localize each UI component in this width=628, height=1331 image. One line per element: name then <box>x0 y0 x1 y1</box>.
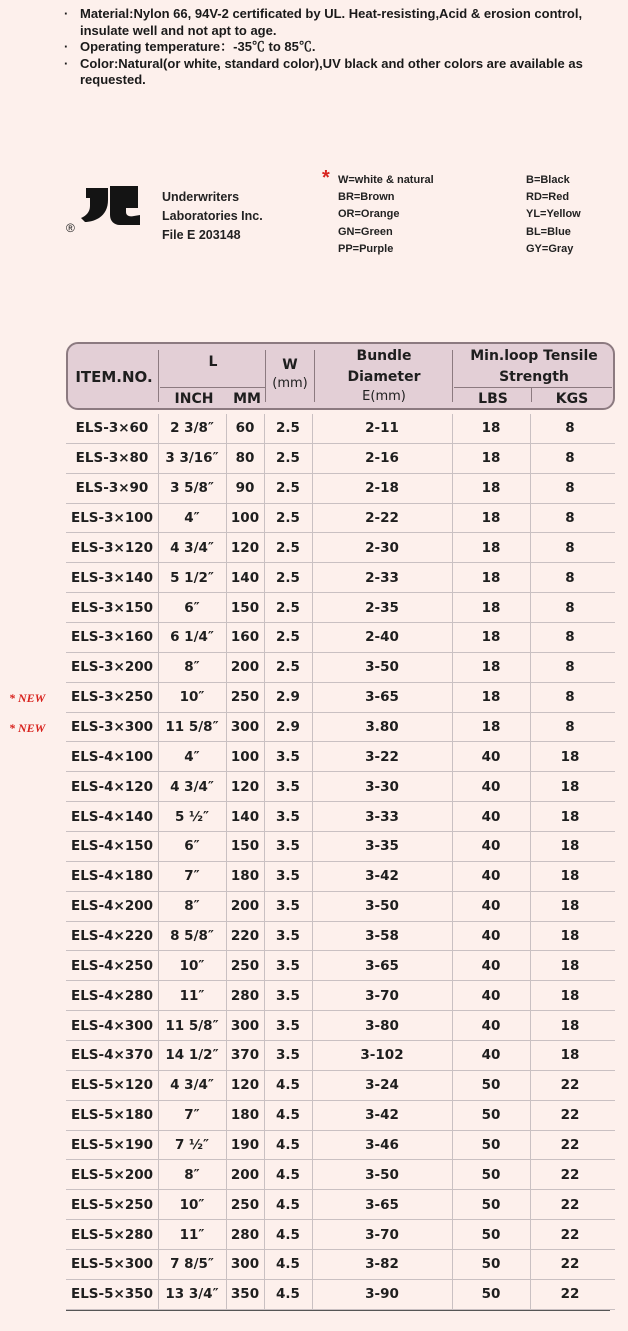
cell-lbs: 40 <box>481 928 501 945</box>
cell-bundle-diameter: 3-90 <box>365 1286 399 1303</box>
cell-mm: 190 <box>230 1137 260 1154</box>
cell-item-no: ELS-3×150 <box>70 599 154 616</box>
cell-mm: 120 <box>230 1077 260 1094</box>
bullet: · <box>64 55 69 71</box>
table-bottom-rule <box>66 1310 610 1311</box>
cell-item-no: ELS-3×90 <box>75 480 149 497</box>
cell-kgs: 22 <box>560 1226 580 1243</box>
new-badge: * NEW <box>9 720 46 735</box>
cell-inch: 6 1/4″ <box>170 629 214 646</box>
table-header <box>66 342 615 410</box>
table-row <box>66 742 615 772</box>
header-e-mm: E(mm) <box>362 389 406 404</box>
cell-kgs: 8 <box>565 480 575 497</box>
cell-inch: 4″ <box>184 748 200 765</box>
table-row <box>66 593 615 623</box>
cell-item-no: ELS-4×140 <box>70 808 154 825</box>
cell-item-no: ELS-5×120 <box>70 1077 154 1094</box>
cell-bundle-diameter: 3.80 <box>365 719 399 736</box>
table-row <box>66 1071 615 1101</box>
cell-inch: 10″ <box>179 1196 205 1213</box>
cell-lbs: 50 <box>481 1107 501 1124</box>
cell-item-no: ELS-4×280 <box>70 987 154 1004</box>
cell-inch: 7 8/5″ <box>170 1256 214 1273</box>
cell-kgs: 18 <box>560 1017 580 1034</box>
cell-lbs: 18 <box>481 539 501 556</box>
cell-kgs: 18 <box>560 928 580 945</box>
cell-mm: 180 <box>230 868 260 885</box>
cell-mm: 100 <box>230 510 260 526</box>
legend-entry: BR=Brown <box>338 191 395 204</box>
table-row <box>66 533 615 563</box>
cell-item-no: ELS-5×350 <box>70 1286 154 1303</box>
legend-entry: PP=Purple <box>338 242 394 255</box>
table-row <box>66 623 615 653</box>
cell-lbs: 40 <box>481 987 501 1004</box>
header-item: ITEM.NO. <box>75 368 153 386</box>
table-row <box>66 474 615 504</box>
legend-entry: GY=Gray <box>526 242 574 255</box>
cell-mm: 300 <box>230 719 260 736</box>
cell-kgs: 22 <box>560 1256 580 1273</box>
legend-entry: B=Black <box>526 174 570 186</box>
cell-inch: 3 3/16″ <box>165 450 219 467</box>
cell-width: 2.5 <box>276 510 300 526</box>
cell-kgs: 18 <box>560 1047 580 1064</box>
cell-kgs: 22 <box>560 1286 580 1303</box>
cell-inch: 14 1/2″ <box>165 1047 219 1064</box>
cell-inch: 10″ <box>179 689 205 706</box>
cell-item-no: ELS-5×280 <box>70 1226 154 1243</box>
table-row <box>66 892 615 922</box>
cell-bundle-diameter: 3-65 <box>365 689 399 706</box>
cell-mm: 220 <box>230 928 260 945</box>
header-kgs: KGS <box>555 391 589 407</box>
cell-inch: 4 3/4″ <box>170 539 214 556</box>
cell-lbs: 18 <box>481 510 501 526</box>
cell-bundle-diameter: 2-33 <box>365 569 399 586</box>
cell-width: 2.5 <box>276 629 300 646</box>
cell-width: 4.5 <box>276 1166 300 1183</box>
cell-mm: 90 <box>235 480 255 497</box>
spec-temperature: · Operating temperature：-35℃ to 85℃. <box>64 39 316 54</box>
header-lbs: LBS <box>478 391 508 407</box>
ul-text <box>162 188 302 245</box>
cell-bundle-diameter: 3-50 <box>365 659 399 676</box>
cell-item-no: ELS-4×220 <box>70 928 154 945</box>
table-row <box>66 832 615 862</box>
cell-width: 4.5 <box>276 1226 300 1243</box>
cell-item-no: ELS-5×300 <box>70 1256 154 1273</box>
cell-lbs: 40 <box>481 868 501 885</box>
cell-kgs: 18 <box>560 987 580 1004</box>
cell-kgs: 18 <box>560 957 580 974</box>
cell-item-no: ELS-4×200 <box>70 898 154 915</box>
cell-kgs: 8 <box>565 510 575 526</box>
cell-item-no: ELS-5×200 <box>70 1166 154 1183</box>
cell-mm: 370 <box>230 1047 260 1064</box>
cell-inch: 5 1/2″ <box>170 569 214 586</box>
new-badge: * NEW <box>9 690 46 705</box>
cell-mm: 160 <box>230 629 260 646</box>
spec-color: · Color:Natural(or white, standard color),UV black and other colors are available as requested. <box>64 55 583 87</box>
cell-width: 2.5 <box>276 569 300 586</box>
cell-inch: 7″ <box>184 868 200 885</box>
cell-lbs: 40 <box>481 898 501 915</box>
table-row <box>66 504 615 534</box>
cell-lbs: 50 <box>481 1226 501 1243</box>
cell-bundle-diameter: 2-16 <box>365 450 399 467</box>
header-w: W <box>282 357 298 373</box>
cell-width: 2.5 <box>276 659 300 676</box>
cell-lbs: 18 <box>481 569 501 586</box>
spec-table <box>66 342 615 1310</box>
cell-width: 3.5 <box>276 838 300 855</box>
ul-line-2: Laboratories Inc. <box>162 209 263 223</box>
cell-width: 3.5 <box>276 778 300 795</box>
cell-lbs: 50 <box>481 1286 501 1303</box>
cell-bundle-diameter: 3-42 <box>365 868 399 885</box>
cell-mm: 250 <box>230 689 260 706</box>
cell-mm: 150 <box>230 599 260 616</box>
cell-lbs: 50 <box>481 1077 501 1094</box>
table-row <box>66 772 615 802</box>
table-row <box>66 1190 615 1220</box>
table-row <box>66 981 615 1011</box>
cell-inch: 4″ <box>184 510 200 526</box>
cell-inch: 6″ <box>184 838 200 855</box>
header-tensile: Min.loop Tensile <box>470 348 598 364</box>
cell-kgs: 8 <box>565 599 575 616</box>
cell-bundle-diameter: 3-65 <box>365 957 399 974</box>
cell-inch: 11 5/8″ <box>165 719 219 736</box>
cell-kgs: 18 <box>560 778 580 795</box>
table-row <box>66 653 615 683</box>
legend-column-2 <box>510 172 581 258</box>
cell-bundle-diameter: 3-42 <box>365 1107 399 1124</box>
cell-lbs: 18 <box>481 659 501 676</box>
cell-bundle-diameter: 2-35 <box>365 599 399 616</box>
legend-entry: GN=Green <box>338 225 393 238</box>
ul-logo-icon <box>66 176 156 238</box>
cell-lbs: 40 <box>481 748 501 765</box>
cell-item-no: ELS-3×300 <box>70 719 154 736</box>
cell-mm: 180 <box>230 1107 260 1124</box>
table-row <box>66 951 615 981</box>
cell-bundle-diameter: 3-58 <box>365 928 399 945</box>
cell-inch: 5 ½″ <box>174 808 210 825</box>
cell-width: 4.5 <box>276 1077 300 1094</box>
cell-bundle-diameter: 3-50 <box>365 898 399 915</box>
cell-width: 3.5 <box>276 808 300 825</box>
cell-lbs: 50 <box>481 1166 501 1183</box>
cell-kgs: 22 <box>560 1077 580 1094</box>
cell-bundle-diameter: 3-70 <box>365 987 399 1004</box>
cell-item-no: ELS-3×200 <box>70 659 154 676</box>
cell-width: 4.5 <box>276 1256 300 1273</box>
cell-bundle-diameter: 3-30 <box>365 778 399 795</box>
cell-inch: 11 5/8″ <box>165 1017 219 1034</box>
registered-mark: ® <box>66 221 75 235</box>
cell-mm: 140 <box>230 808 260 825</box>
cell-item-no: ELS-4×250 <box>70 957 154 974</box>
cell-bundle-diameter: 3-46 <box>365 1137 399 1154</box>
cell-kgs: 8 <box>565 450 575 467</box>
cell-width: 4.5 <box>276 1196 300 1213</box>
cell-kgs: 8 <box>565 629 575 646</box>
cell-mm: 300 <box>230 1017 260 1034</box>
table-row <box>66 683 615 713</box>
cell-item-no: ELS-5×250 <box>70 1196 154 1213</box>
cell-mm: 100 <box>230 748 260 765</box>
cell-width: 3.5 <box>276 957 300 974</box>
cell-mm: 150 <box>230 838 260 855</box>
cell-kgs: 8 <box>565 659 575 676</box>
cell-item-no: ELS-3×100 <box>70 510 154 526</box>
cell-width: 3.5 <box>276 868 300 885</box>
cell-item-no: ELS-3×140 <box>70 569 154 586</box>
cell-item-no: ELS-4×370 <box>70 1047 154 1064</box>
table-row <box>66 1250 615 1280</box>
cell-bundle-diameter: 3-102 <box>360 1047 404 1064</box>
cell-inch: 2 3/8″ <box>170 420 214 437</box>
ul-line-3: File E 203148 <box>162 228 241 242</box>
cell-bundle-diameter: 3-33 <box>365 808 399 825</box>
cell-inch: 8″ <box>184 898 200 915</box>
cell-bundle-diameter: 3-82 <box>365 1256 399 1273</box>
cell-inch: 13 3/4″ <box>165 1286 219 1303</box>
cell-mm: 280 <box>230 987 260 1004</box>
table-row <box>66 1220 615 1250</box>
table-row <box>66 802 615 832</box>
cell-lbs: 50 <box>481 1196 501 1213</box>
cell-bundle-diameter: 3-24 <box>365 1077 399 1094</box>
table-row <box>66 563 615 593</box>
table-row <box>66 862 615 892</box>
cell-lbs: 18 <box>481 689 501 706</box>
cell-bundle-diameter: 3-50 <box>365 1166 399 1183</box>
header-inch: INCH <box>174 391 214 407</box>
cell-mm: 140 <box>230 569 260 586</box>
header-w-unit: (mm) <box>272 376 308 391</box>
cell-lbs: 50 <box>481 1256 501 1273</box>
cell-width: 3.5 <box>276 987 300 1004</box>
table-row <box>66 1131 615 1161</box>
cell-mm: 200 <box>230 898 260 915</box>
table-row <box>66 1041 615 1071</box>
cell-mm: 200 <box>230 1166 260 1183</box>
cell-lbs: 40 <box>481 778 501 795</box>
cell-inch: 7 ½″ <box>174 1137 210 1154</box>
cell-width: 3.5 <box>276 898 300 915</box>
table-row <box>66 1101 615 1131</box>
header-l: L <box>208 354 218 370</box>
cell-item-no: ELS-4×180 <box>70 868 154 885</box>
cell-bundle-diameter: 3-35 <box>365 838 399 855</box>
cell-lbs: 40 <box>481 1047 501 1064</box>
cell-kgs: 18 <box>560 838 580 855</box>
cell-lbs: 18 <box>481 719 501 736</box>
cell-mm: 200 <box>230 659 260 676</box>
cell-width: 4.5 <box>276 1137 300 1154</box>
asterisk-icon: * <box>322 167 330 189</box>
cell-item-no: ELS-3×250 <box>70 689 154 706</box>
cell-kgs: 8 <box>565 420 575 437</box>
cell-width: 4.5 <box>276 1107 300 1124</box>
cell-inch: 3 5/8″ <box>170 480 214 497</box>
cell-kgs: 18 <box>560 748 580 765</box>
cell-inch: 8″ <box>184 659 200 676</box>
cell-bundle-diameter: 2-22 <box>365 510 399 526</box>
cell-item-no: ELS-5×190 <box>70 1137 154 1154</box>
table-body <box>66 414 615 1310</box>
cell-item-no: ELS-4×100 <box>70 748 154 765</box>
cell-mm: 280 <box>230 1226 260 1243</box>
cell-kgs: 22 <box>560 1107 580 1124</box>
cell-width: 4.5 <box>276 1286 300 1303</box>
cell-width: 2.5 <box>276 599 300 616</box>
table-row <box>66 444 615 474</box>
cell-bundle-diameter: 3-22 <box>365 748 399 765</box>
cell-kgs: 8 <box>565 719 575 736</box>
legend-entry: YL=Yellow <box>526 208 581 221</box>
cell-width: 3.5 <box>276 1017 300 1034</box>
cell-lbs: 40 <box>481 957 501 974</box>
cell-lbs: 40 <box>481 1017 501 1034</box>
cell-bundle-diameter: 3-80 <box>365 1017 399 1034</box>
cell-inch: 10″ <box>179 957 205 974</box>
cell-kgs: 22 <box>560 1196 580 1213</box>
cell-kgs: 8 <box>565 569 575 586</box>
cell-bundle-diameter: 2-30 <box>365 539 399 556</box>
bullet: · <box>64 6 69 21</box>
cell-inch: 4 3/4″ <box>170 778 214 795</box>
cell-width: 3.5 <box>276 748 300 765</box>
cell-lbs: 18 <box>481 629 501 646</box>
cell-item-no: ELS-5×180 <box>70 1107 154 1124</box>
cell-kgs: 22 <box>560 1166 580 1183</box>
cell-inch: 4 3/4″ <box>170 1077 214 1094</box>
cell-lbs: 50 <box>481 1137 501 1154</box>
cell-lbs: 18 <box>481 480 501 497</box>
legend-entry: BL=Blue <box>526 225 571 238</box>
cell-mm: 120 <box>230 539 260 556</box>
legend-entry: W=white & natural <box>338 174 434 186</box>
ul-line-1: Underwriters <box>162 190 240 204</box>
cell-item-no: ELS-3×160 <box>70 629 154 646</box>
cell-inch: 8″ <box>184 1166 200 1183</box>
cell-bundle-diameter: 2-11 <box>365 420 399 437</box>
cell-kgs: 22 <box>560 1137 580 1154</box>
cell-item-no: ELS-4×300 <box>70 1017 154 1034</box>
table-row <box>66 1011 615 1041</box>
bullet: · <box>64 39 69 54</box>
cell-item-no: ELS-3×80 <box>75 450 149 467</box>
cell-width: 2.9 <box>276 689 300 706</box>
cell-item-no: ELS-4×120 <box>70 778 154 795</box>
cell-lbs: 18 <box>481 450 501 467</box>
cell-width: 3.5 <box>276 1047 300 1064</box>
spec-material: · Material:Nylon 66, 94V-2 certificated by UL. Heat-resisting,Acid & erosion control, insulate well and not apt to age. <box>64 6 583 38</box>
header-diameter: Diameter <box>347 369 421 385</box>
cell-mm: 250 <box>230 957 260 974</box>
cell-mm: 350 <box>230 1286 260 1303</box>
cell-bundle-diameter: 2-18 <box>365 480 399 497</box>
cell-width: 2.5 <box>276 420 300 437</box>
header-bundle: Bundle <box>356 348 412 364</box>
cell-kgs: 18 <box>560 898 580 915</box>
cell-width: 2.5 <box>276 539 300 556</box>
cell-bundle-diameter: 3-70 <box>365 1226 399 1243</box>
cell-mm: 120 <box>230 778 260 795</box>
cell-mm: 250 <box>230 1196 260 1213</box>
table-row <box>66 414 615 444</box>
header-mm: MM <box>233 391 261 407</box>
legend-entry: OR=Orange <box>338 208 400 221</box>
cell-bundle-diameter: 3-65 <box>365 1196 399 1213</box>
cell-inch: 6″ <box>184 599 200 616</box>
cell-item-no: ELS-3×120 <box>70 539 154 556</box>
legend-column-1 <box>322 167 434 258</box>
table-row <box>66 1280 615 1310</box>
spec-list <box>64 6 619 89</box>
cell-kgs: 8 <box>565 539 575 556</box>
cell-inch: 7″ <box>184 1107 200 1124</box>
cell-width: 2.9 <box>276 719 300 736</box>
cell-lbs: 40 <box>481 808 501 825</box>
cell-kgs: 18 <box>560 868 580 885</box>
table-row <box>66 1160 615 1190</box>
cell-inch: 11″ <box>179 1226 205 1243</box>
cell-item-no: ELS-3×60 <box>75 420 149 437</box>
cell-width: 2.5 <box>276 450 300 467</box>
cell-kgs: 18 <box>560 808 580 825</box>
cell-inch: 11″ <box>179 987 205 1004</box>
table-row <box>66 713 615 743</box>
cell-width: 2.5 <box>276 480 300 497</box>
table-row <box>66 922 615 952</box>
cell-kgs: 8 <box>565 689 575 706</box>
header-strength: Strength <box>499 369 569 385</box>
cell-mm: 300 <box>230 1256 260 1273</box>
cell-lbs: 40 <box>481 838 501 855</box>
legend-entry: RD=Red <box>526 191 570 204</box>
cell-bundle-diameter: 2-40 <box>365 629 399 646</box>
cell-mm: 60 <box>235 420 255 437</box>
cell-inch: 8 5/8″ <box>170 928 214 945</box>
cell-lbs: 18 <box>481 599 501 616</box>
cell-mm: 80 <box>235 450 255 467</box>
cell-lbs: 18 <box>481 420 501 437</box>
cell-width: 3.5 <box>276 928 300 945</box>
cell-item-no: ELS-4×150 <box>70 838 154 855</box>
